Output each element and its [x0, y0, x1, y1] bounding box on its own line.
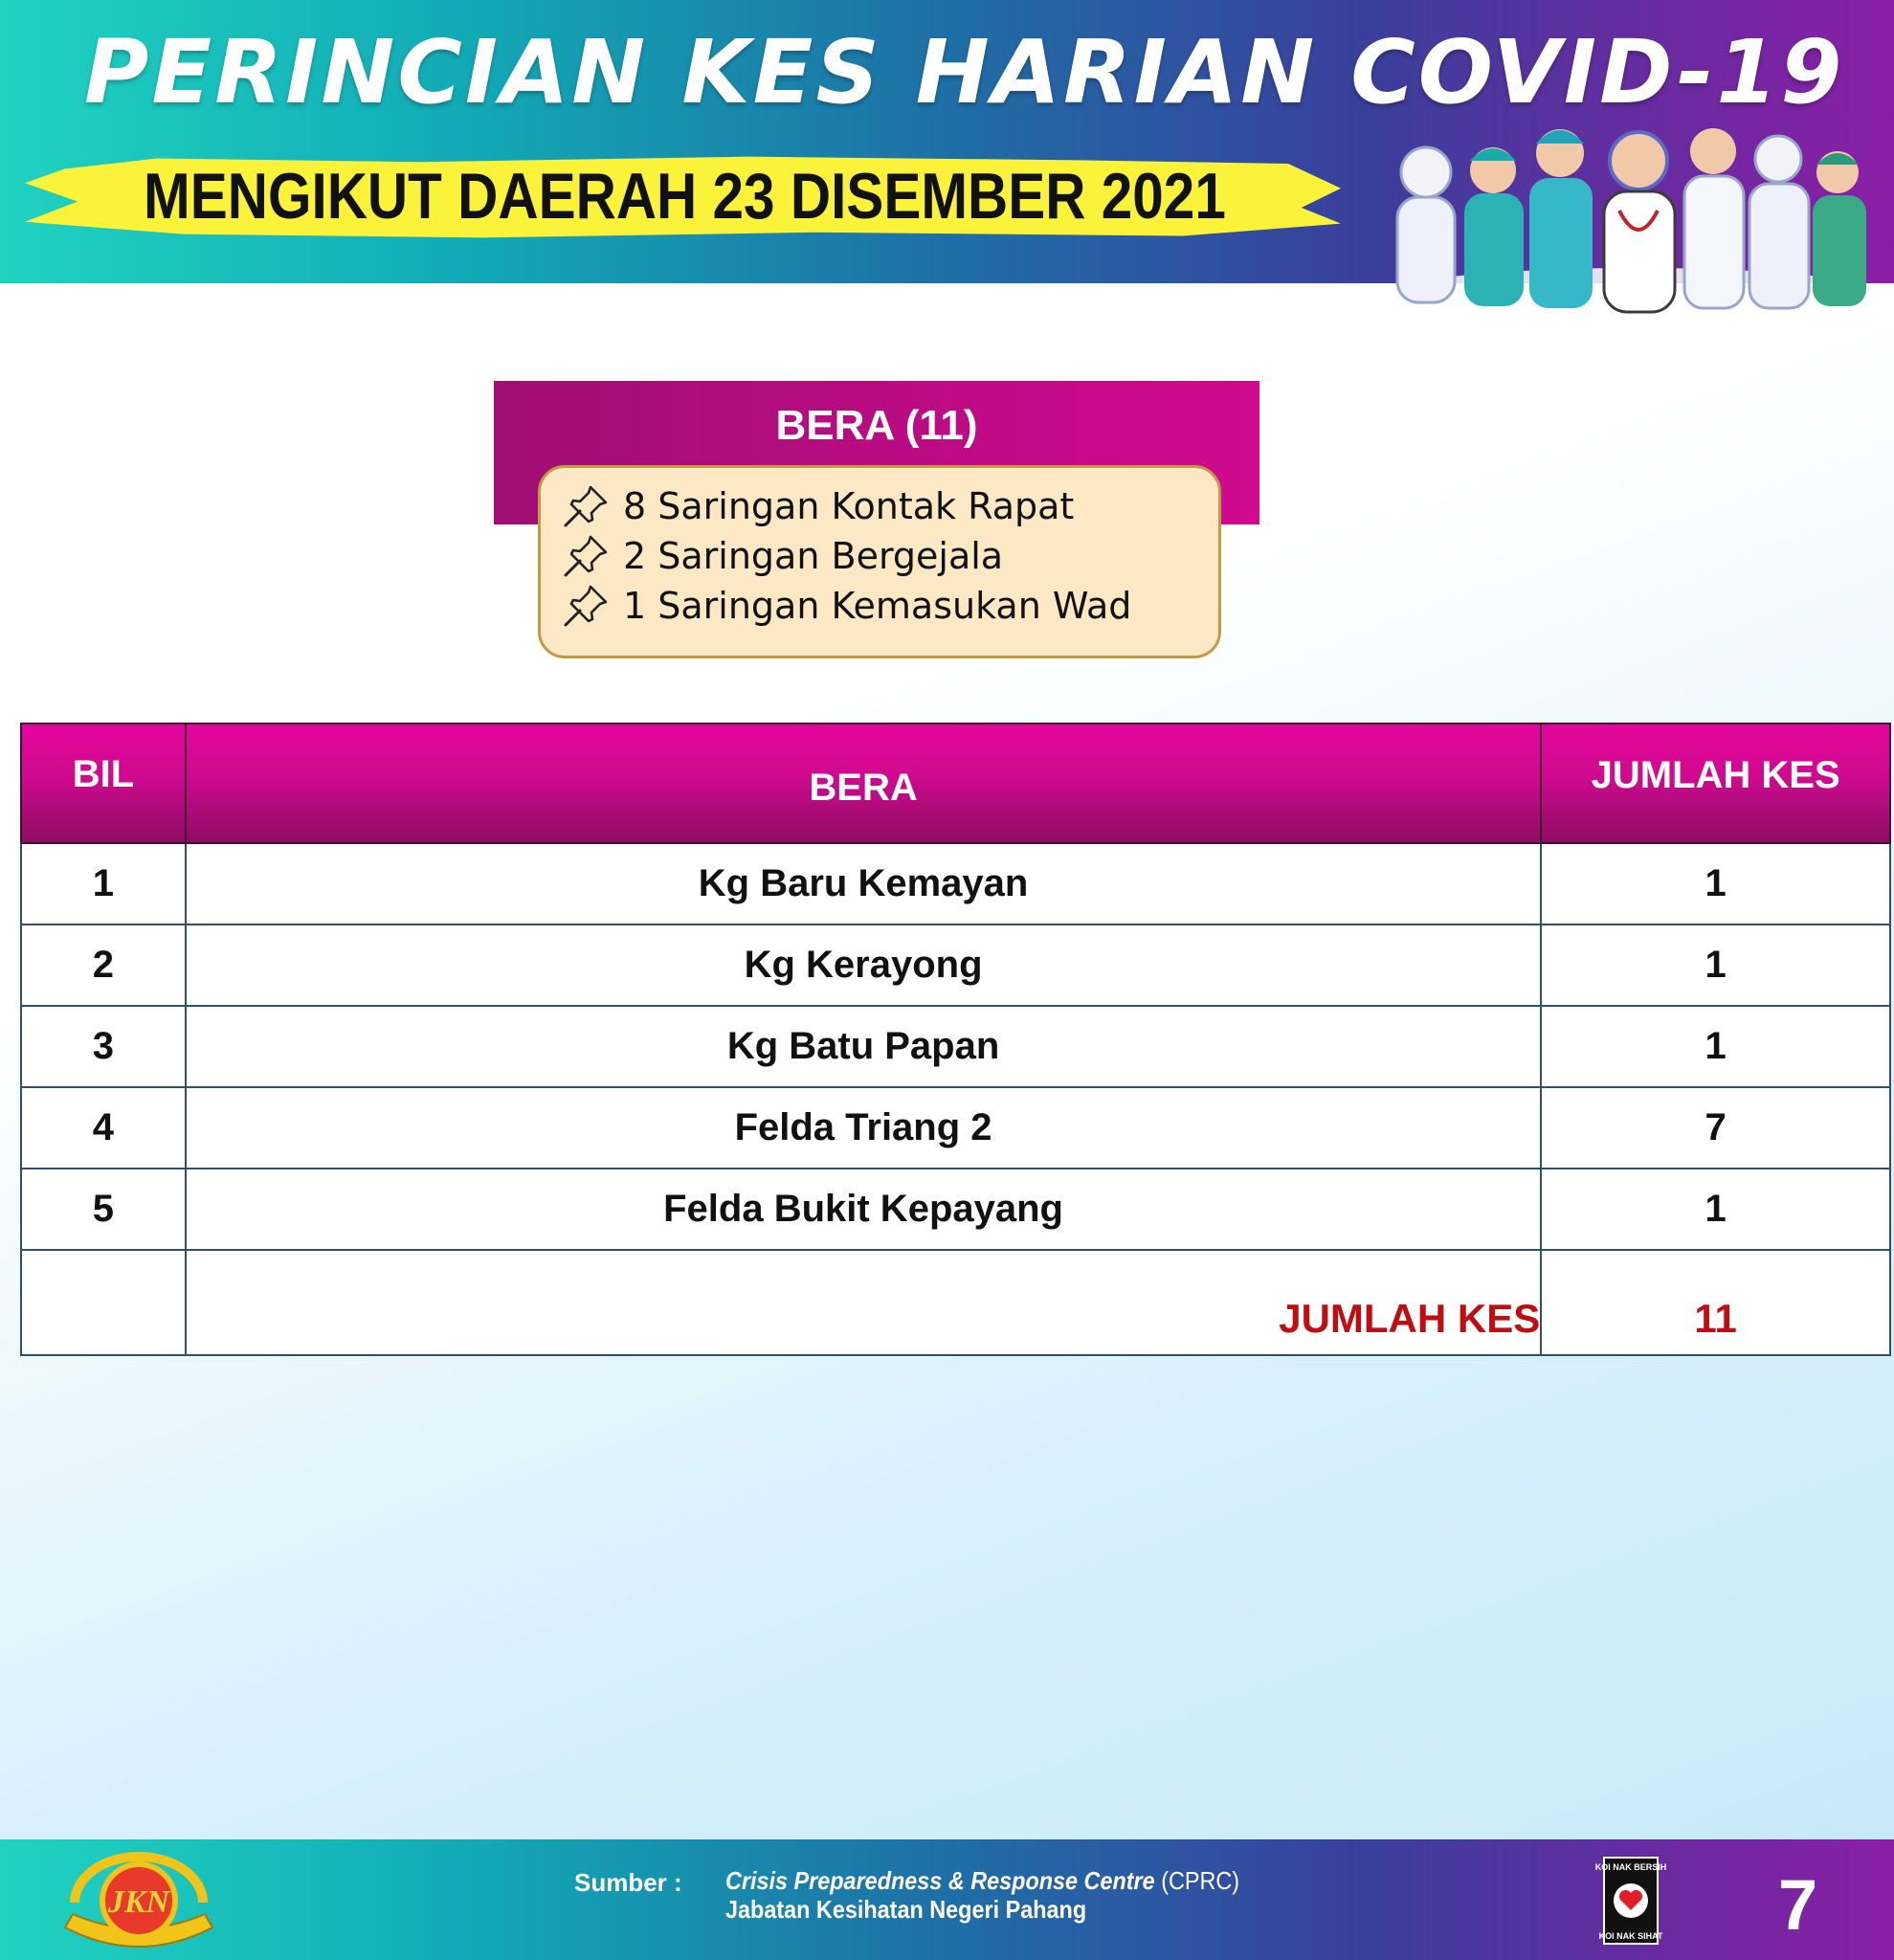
- cell-bil: 3: [21, 1006, 186, 1087]
- pushpin-icon: [562, 533, 610, 579]
- source-label: Sumber :: [574, 1868, 682, 1897]
- summary-item: [562, 481, 1218, 531]
- source-abbreviation: (CPRC): [1154, 1866, 1240, 1895]
- footer-banner: [0, 1839, 1894, 1960]
- summary-item: [562, 531, 1218, 581]
- cell-bil: 4: [21, 1087, 186, 1169]
- column-header-bil: BIL: [21, 724, 186, 843]
- cell-cases: 7: [1541, 1087, 1890, 1169]
- worker-figure-4: [1604, 132, 1675, 312]
- worker-figure-2: [1464, 147, 1524, 306]
- cell-bil: 5: [21, 1169, 186, 1250]
- table-row: [21, 924, 1890, 1006]
- pushpin-icon: [562, 583, 610, 629]
- table-row: [21, 843, 1890, 924]
- page-title: PERINCIAN KES HARIAN COVID-19: [84, 21, 1845, 123]
- cell-area: Kg Baru Kemayan: [186, 843, 1541, 924]
- worker-figure-5: [1684, 128, 1744, 308]
- cell-cases: 1: [1541, 1006, 1890, 1087]
- cell-cases: 1: [1541, 843, 1890, 924]
- summary-item-text: 8 Saringan Kontak Rapat: [623, 485, 1075, 527]
- pushpin-icon: [562, 483, 610, 529]
- screening-summary-card: [538, 465, 1221, 658]
- page-subtitle: MENGIKUT DAERAH 23 DISEMBER 2021: [144, 160, 1226, 233]
- table-row: [21, 1006, 1890, 1087]
- summary-item-text: 1 Saringan Kemasukan Wad: [623, 585, 1132, 627]
- cell-area: Felda Bukit Kepayang: [186, 1169, 1541, 1250]
- cell-cases: 1: [1541, 1169, 1890, 1250]
- cell-bil: 2: [21, 924, 186, 1006]
- district-summary-title: BERA (11): [775, 402, 978, 449]
- badge-top-text: KOI NAK BERSIH: [1594, 1862, 1667, 1872]
- table-header-row: [21, 724, 1890, 843]
- badge-bottom-text: KOI NAK SIHAT: [1598, 1931, 1663, 1941]
- source-department: Jabatan Kesihatan Negeri Pahang: [725, 1895, 1087, 1924]
- jkn-logo-text: JKN: [107, 1884, 170, 1920]
- cell-area: Felda Triang 2: [186, 1087, 1541, 1169]
- column-header-jumlah: JUMLAH KES: [1541, 724, 1890, 843]
- total-label: JUMLAH KES: [186, 1250, 1541, 1355]
- table-row: [21, 1087, 1890, 1169]
- jkn-logo: [57, 1847, 220, 1954]
- source-line-1: [725, 1866, 1239, 1896]
- page-number: 7: [1778, 1865, 1818, 1945]
- source-organization: Crisis Preparedness & Response Centre: [725, 1866, 1155, 1895]
- cell-area: Kg Kerayong: [186, 924, 1541, 1006]
- column-header-area: BERA: [186, 724, 1541, 843]
- worker-figure-7: [1813, 151, 1866, 306]
- worker-figure-1: [1397, 147, 1455, 302]
- worker-figure-3: [1529, 129, 1593, 308]
- koi-nak-bersih-badge: [1594, 1857, 1667, 1945]
- cell-cases: 1: [1541, 924, 1890, 1006]
- cell-area: Kg Batu Papan: [186, 1006, 1541, 1087]
- summary-item: [562, 581, 1218, 631]
- cell-empty: [21, 1250, 186, 1355]
- total-value: 11: [1541, 1250, 1890, 1355]
- table-row: [21, 1169, 1890, 1250]
- healthcare-workers-illustration: [1369, 115, 1894, 316]
- worker-figure-6: [1749, 136, 1809, 308]
- cases-table: [20, 723, 1891, 1356]
- table-total-row: [21, 1250, 1890, 1355]
- cell-bil: 1: [21, 843, 186, 924]
- summary-item-text: 2 Saringan Bergejala: [623, 535, 1004, 577]
